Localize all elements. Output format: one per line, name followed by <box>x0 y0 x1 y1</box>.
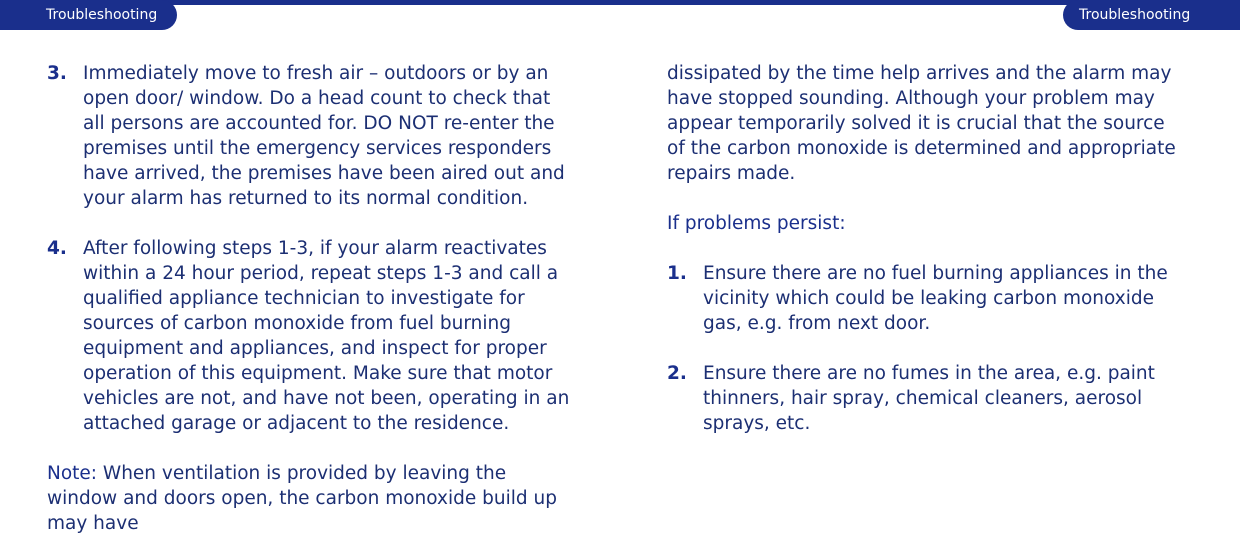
header-rule <box>0 0 1240 5</box>
list-item-number: 4. <box>47 238 67 259</box>
list-item-number: 1. <box>667 263 687 284</box>
top-header-bar <box>0 0 1240 30</box>
list-item-step-2 <box>667 361 1187 436</box>
section-tab-right: Troubleshooting <box>1063 0 1240 30</box>
spacer <box>667 336 1187 361</box>
list-item-text: Ensure there are no fumes in the area, e.g. paint thinners, hair spray, chemical cleaners, aerosol sprays, etc. <box>703 363 1155 434</box>
note-text: When ventilation is provided by leaving the window and doors open, the carbon monoxide build up may have <box>47 463 557 534</box>
list-item-text: Immediately move to fresh air – outdoors or by an open door/ window. Do a head count to check that all persons are accounted for. DO NOT re-enter the premises until the emergency services responders have arrived, the premises have been aired out and your alarm has returned to its normal condition. <box>83 63 565 209</box>
section-heading: If problems persist: <box>667 213 846 234</box>
spacer <box>667 186 1187 211</box>
list-item-step-3 <box>47 61 577 211</box>
list-item-number: 3. <box>47 63 67 84</box>
section-tab-left: Troubleshooting <box>0 0 177 30</box>
list-item-step-1 <box>667 261 1187 336</box>
note-label: Note: <box>47 463 98 484</box>
list-item-text: Ensure there are no fuel burning appliances in the vicinity which could be leaking carbon monoxide gas, e.g. from next door. <box>703 263 1168 334</box>
spacer <box>47 436 577 461</box>
left-column <box>47 61 577 536</box>
list-item-step-4 <box>47 236 577 436</box>
list-item-text: After following steps 1-3, if your alarm reactivates within a 24 hour period, repeat steps 1-3 and call a qualified appliance technician to investigate for sources of carbon monoxide from fuel burning equipment and appliances, and inspect for proper operation of this equipment. Make sure that motor vehicles are not, and have not been, operating in an attached garage or adjacent to the residence. <box>83 238 570 434</box>
list-item-number: 2. <box>667 363 687 384</box>
continuation-paragraph: dissipated by the time help arrives and the alarm may have stopped sounding. Although your problem may appear temporarily solved it is crucial that the source of the carbon monoxide is determined and appropriate repairs made. <box>667 63 1176 184</box>
right-column <box>667 61 1187 436</box>
spacer <box>47 211 577 236</box>
note-paragraph <box>47 461 577 536</box>
spacer <box>667 236 1187 261</box>
